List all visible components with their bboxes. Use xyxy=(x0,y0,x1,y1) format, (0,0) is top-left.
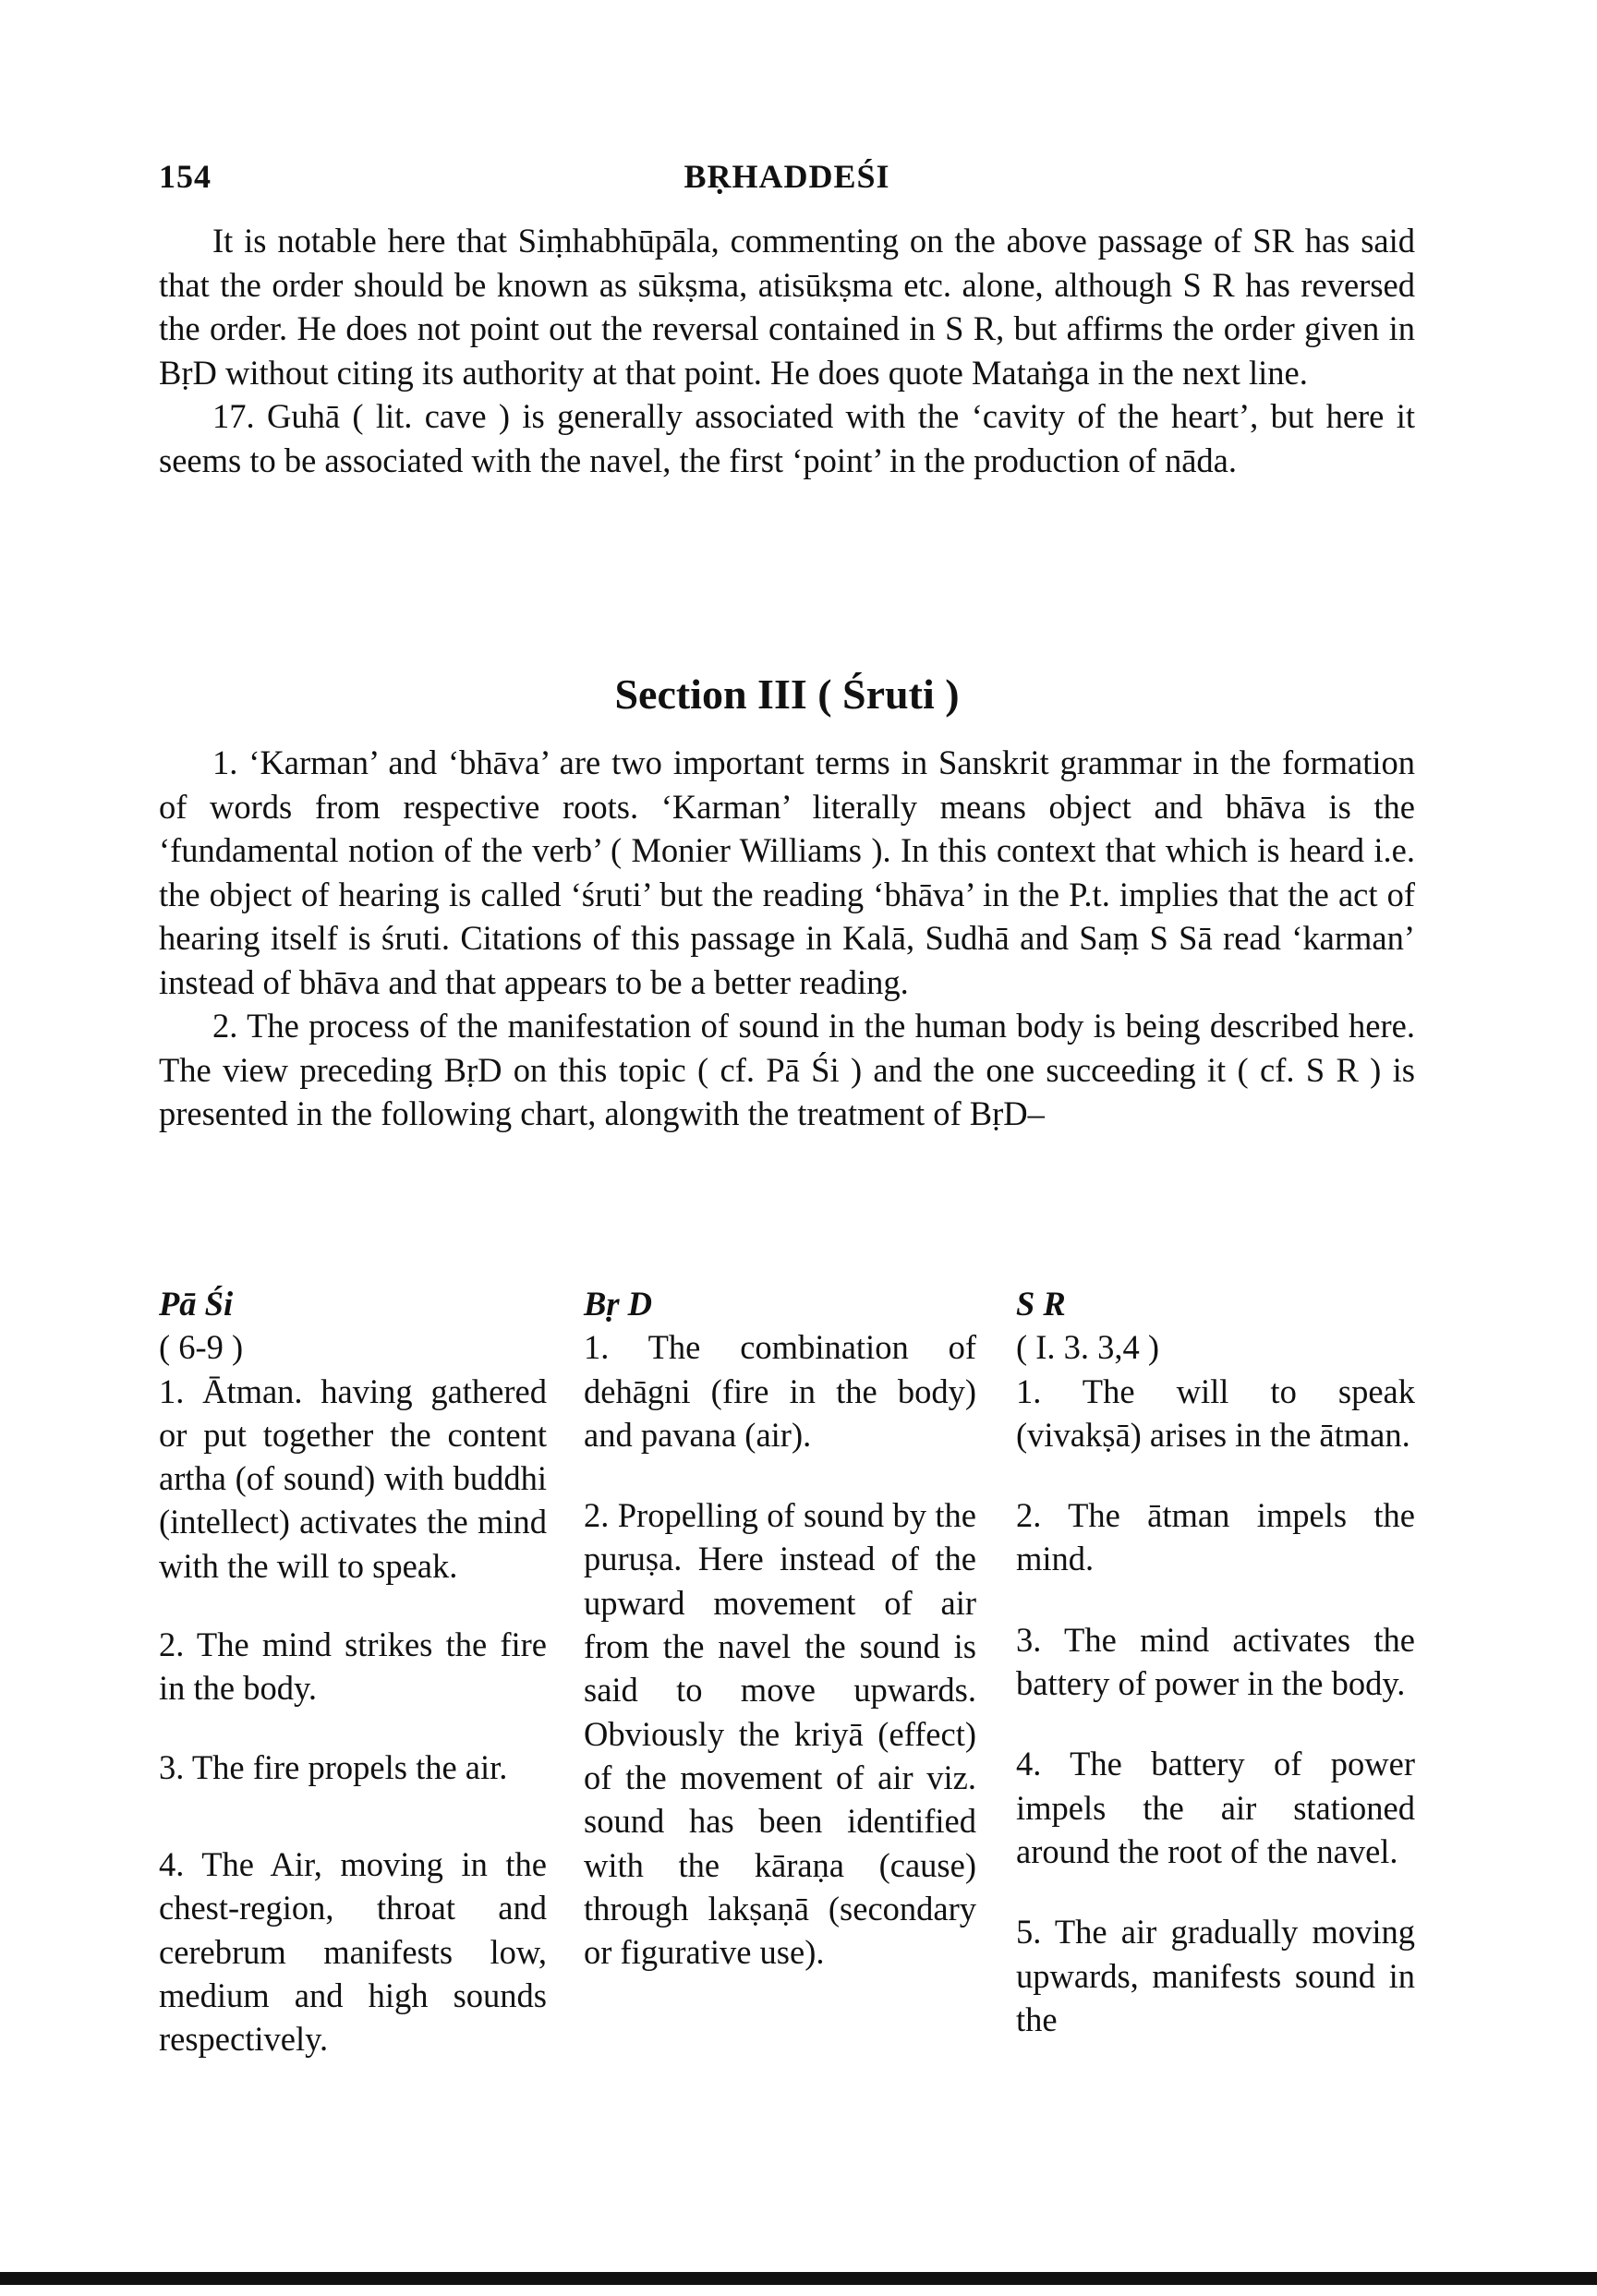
column-reference: ( I. 3. 3,4 ) xyxy=(1016,1328,1160,1367)
chart-item: 2. The mind strikes the fire in the body. xyxy=(159,1625,547,1708)
section-paragraph: 1. ‘Karman’ and ‘bhāva’ are two important terms in Sanskrit grammar in the formation of words from respective roots. ‘Karman’ literally means object and bhāva is the ‘fundamental notion of the verb’ ( Monier Williams ). In this context that which is heard i.e. the object of hearing is called ‘śruti’ but the reading ‘bhāva’ in the P.t. implies that the act of hearing itself is śruti. Citations of this passage in Kalā, Sudhā and Saṃ S Sā read ‘karman’ instead of bhāva and that appears to be a better reading. xyxy=(159,743,1415,1001)
chart-column-pa-si xyxy=(159,1282,547,2096)
chart-item: 1. The combination of dehāgni (fire in the body) and pavana (air). xyxy=(584,1328,976,1454)
chart-item: 2. Propelling of sound by the puruṣa. Here instead of the upward movement of air from the navel the sound is said to move upwards. Obviously the kriyā (effect) of the movement of air viz. sound has been identified with the kāraṇa (cause) through lakṣaṇā (secondary or figurative use). xyxy=(584,1496,976,1972)
chart-item: 3. The fire propels the air. xyxy=(159,1747,508,1786)
running-title: BṚHADDEŚI xyxy=(684,158,890,195)
chart-item: 3. The mind activates the battery of power in the body. xyxy=(1016,1620,1415,1703)
chart-column-sr xyxy=(1016,1282,1415,2078)
chart-item: 1. Ātman. having gathered or put together the content artha (of sound) with buddhi (intellect) activates the mind with the will to speak. xyxy=(159,1372,547,1585)
chart-column-brd xyxy=(584,1282,976,2009)
column-heading: Pā Śi xyxy=(159,1285,234,1323)
section-body xyxy=(159,741,1415,1136)
chart-item: 1. The will to speak (vivakṣā) arises in the ātman. xyxy=(1016,1372,1415,1454)
note-paragraph: It is notable here that Siṃhabhūpāla, commenting on the above passage of SR has said that the order should be known as sūkṣma, atisūkṣma etc. alone, although S R has reversed the order. He does not point out the reversal contained in S R, but affirms the order given in BṛD without citing its authority at that point. He does quote Mataṅga in the next line. xyxy=(159,222,1415,392)
chart-item: 5. The air gradually moving upwards, manifests sound in the xyxy=(1016,1913,1415,2038)
column-heading: Bṛ D xyxy=(584,1285,653,1323)
comparison-chart xyxy=(159,1282,1415,2169)
column-heading: S R xyxy=(1016,1285,1066,1323)
chart-item: 2. The ātman impels the mind. xyxy=(1016,1496,1415,1578)
bottom-scan-edge xyxy=(0,2272,1597,2285)
chart-item: 4. The Air, moving in the chest-region, throat and cerebrum manifests low, medium and high sounds respectively. xyxy=(159,1844,547,2059)
column-reference: ( 6-9 ) xyxy=(159,1328,244,1367)
chart-item: 4. The battery of power impels the air stationed around the root of the navel. xyxy=(1016,1745,1415,1870)
section-paragraph: 2. The process of the manifestation of sound in the human body is being described here. The view preceding BṛD on this topic ( cf. Pā Śi ) and the one succeeding it ( cf. S R ) is presented in the following chart, alongwith the treatment of BṛD– xyxy=(159,1007,1415,1132)
notes-block xyxy=(159,219,1415,482)
section-heading: Section III ( Śruti ) xyxy=(614,671,960,718)
note-paragraph: 17. Guhā ( lit. cave ) is generally associated with the ‘cavity of the heart’, but here it seems to be associated with the navel, the first ‘point’ in the production of nāda. xyxy=(159,397,1415,479)
page-number: 154 xyxy=(159,158,212,195)
